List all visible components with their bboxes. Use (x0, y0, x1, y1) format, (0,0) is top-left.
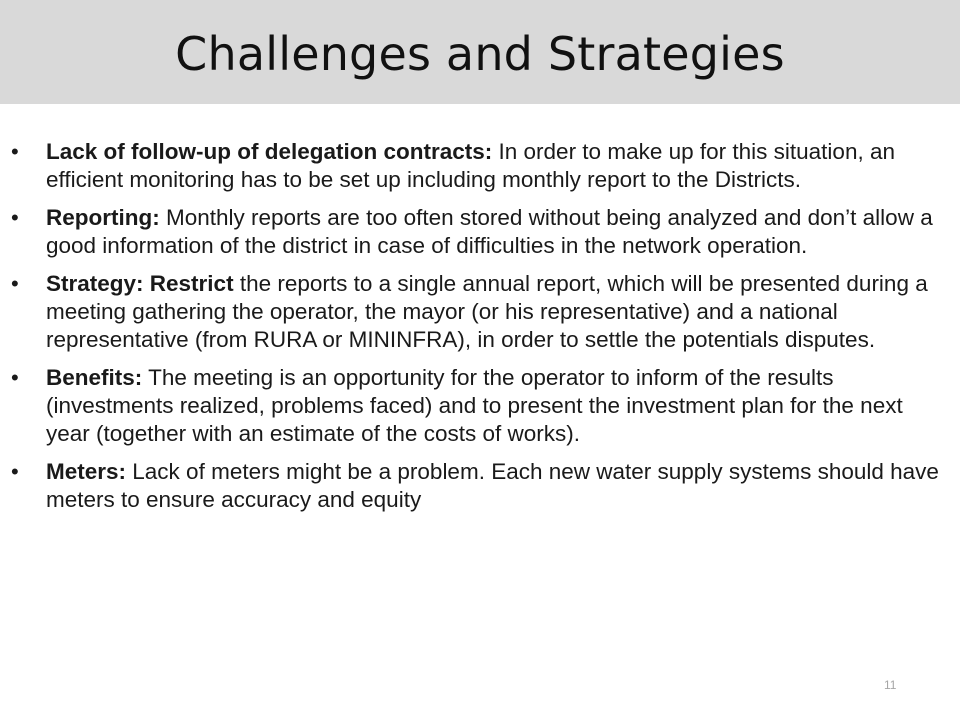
bullet-item-benefits (11, 364, 940, 448)
bullet-item-strategy (11, 270, 940, 354)
bullet-label: Lack of follow-up of delegation contracts: (46, 139, 493, 164)
bullet-list (0, 138, 960, 514)
bullet-text: Monthly reports are too often stored without being analyzed and don’t allow a good information of the district in case of difficulties in the network operation. (46, 205, 933, 258)
bullet-dot-icon: • (11, 459, 19, 484)
bullet-text: The meeting is an opportunity for the operator to inform of the results (investments realized, problems faced) and to present the investment plan for the next year (together with an estimate of the costs of works). (46, 365, 903, 446)
bullet-item-reporting (11, 204, 940, 260)
title-bar (0, 0, 960, 104)
bullet-dot-icon: • (11, 205, 19, 230)
slide-title: Challenges and Strategies (175, 27, 785, 81)
bullet-dot-icon: • (11, 365, 19, 390)
bullet-dot-icon: • (11, 271, 19, 296)
bullet-label: Strategy: Restrict (46, 271, 234, 296)
bullet-text: In order to make up for this situation, an efficient monitoring has to be set up including monthly report to the Districts. (46, 139, 895, 192)
page-number: 11 (884, 678, 897, 692)
bullet-dot-icon: • (11, 139, 19, 164)
bullet-item-meters (11, 458, 940, 514)
bullet-item-follow-up (11, 138, 940, 194)
bullet-label: Reporting: (46, 205, 160, 230)
bullet-label: Benefits: (46, 365, 143, 390)
slide-content (0, 138, 960, 524)
bullet-text: the reports to a single annual report, which will be presented during a meeting gathering the operator, the mayor (or his representative) and a national representative (from RURA or MININFRA), in order to settle the potentials disputes. (46, 271, 928, 352)
bullet-text: Lack of meters might be a problem. Each new water supply systems should have meters to ensure accuracy and equity (46, 459, 939, 512)
bullet-label: Meters: (46, 459, 127, 484)
